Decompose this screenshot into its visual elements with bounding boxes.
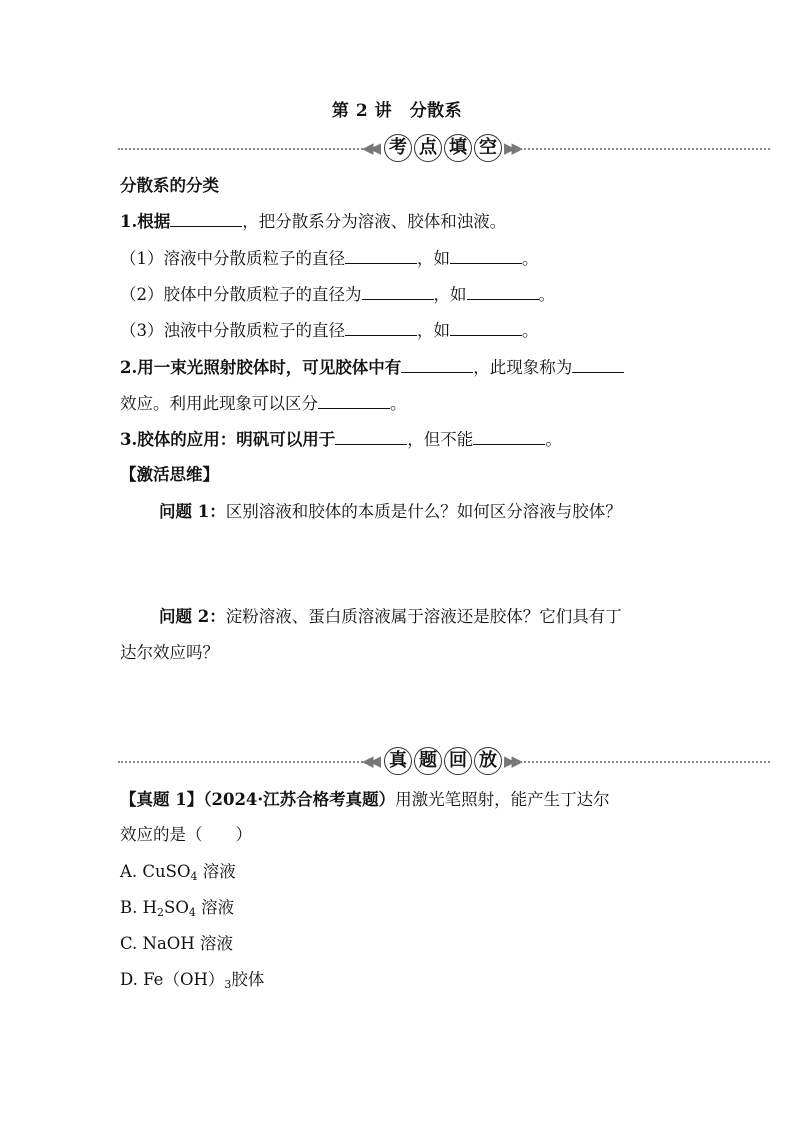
fill-blank bbox=[335, 427, 407, 445]
problem-2-line-1 bbox=[159, 605, 622, 629]
option-b-sub: 4 bbox=[188, 906, 196, 919]
dotted-divider bbox=[118, 148, 363, 150]
fill-blank bbox=[362, 282, 434, 300]
option-c: C. NaOH 溶液 bbox=[120, 934, 233, 953]
real-question-line-1 bbox=[120, 788, 610, 812]
fill-blank bbox=[170, 209, 242, 227]
q1-s3-text-b: ，如 bbox=[417, 321, 450, 340]
question-1 bbox=[120, 209, 506, 234]
option-d bbox=[120, 968, 264, 997]
q1-s2-text-c: 。 bbox=[538, 285, 555, 304]
question-1-sub-1 bbox=[120, 246, 539, 271]
option-b bbox=[120, 896, 234, 925]
q2-text-a: 2.用一束光照射胶体时，可见胶体中有 bbox=[120, 358, 402, 377]
problem-1 bbox=[159, 500, 622, 524]
option-a-text: A. CuSO bbox=[120, 862, 191, 881]
option-a-suffix: 溶液 bbox=[197, 862, 236, 881]
problem-2-line-2: 达尔效应吗？ bbox=[120, 643, 219, 662]
dotted-divider bbox=[516, 761, 770, 763]
q1-s2-text-b: ，如 bbox=[433, 285, 467, 304]
option-b-text: B. H bbox=[120, 898, 158, 917]
option-b-suffix: 溶液 bbox=[195, 898, 235, 917]
banner-char: 点 bbox=[414, 134, 442, 162]
real-question-source: （2024·江苏合格考真题） bbox=[203, 790, 396, 809]
q2-text-d: 。 bbox=[390, 394, 407, 413]
banner-char: 放 bbox=[474, 747, 502, 775]
option-b-sub: 2 bbox=[157, 906, 165, 919]
double-chevron-left-icon: ◀◀ bbox=[362, 752, 378, 770]
option-a-sub: 4 bbox=[190, 870, 198, 883]
section-banner-zhenti bbox=[118, 747, 770, 777]
q1-s1-text-c: 。 bbox=[522, 249, 539, 268]
q1-text-a: 1.根据 bbox=[120, 212, 171, 231]
question-2-line-2 bbox=[120, 391, 407, 416]
fill-blank bbox=[572, 355, 624, 373]
fill-blank bbox=[473, 427, 545, 445]
q3-text-b: ，但不能 bbox=[407, 430, 474, 449]
problem-1-text: 区别溶液和胶体的本质是什么？如何区分溶液与胶体？ bbox=[225, 502, 622, 521]
fill-blank bbox=[450, 318, 522, 336]
q1-s1-text: （1）溶液中分散质粒子的直径 bbox=[120, 249, 345, 268]
banner-char: 空 bbox=[474, 134, 502, 162]
real-question-line-2: 效应的是（ ） bbox=[120, 825, 252, 844]
question-3 bbox=[120, 427, 562, 452]
q3-text-c: 。 bbox=[545, 430, 562, 449]
dotted-divider bbox=[516, 148, 770, 150]
banner-char: 填 bbox=[444, 134, 472, 162]
double-chevron-right-icon: ▶▶ bbox=[504, 139, 520, 157]
fill-blank bbox=[450, 246, 522, 264]
question-2-line-1 bbox=[120, 355, 624, 380]
page-title: 第 2 讲 分散系 bbox=[331, 101, 463, 121]
option-d-suffix: 胶体 bbox=[231, 970, 265, 989]
problem-1-label: 问题 1： bbox=[159, 502, 226, 521]
q1-s3-text: （3）浊液中分散质粒子的直径 bbox=[120, 321, 345, 340]
section-banner-kaodian bbox=[118, 134, 770, 164]
q1-text-b: ，把分散系分为溶液、胶体和浊液。 bbox=[242, 212, 507, 231]
fill-blank bbox=[401, 355, 473, 373]
fill-blank bbox=[467, 282, 539, 300]
option-d-sub: 3 bbox=[224, 978, 232, 991]
q1-s3-text-c: 。 bbox=[522, 321, 539, 340]
option-d-text: D. Fe（OH） bbox=[120, 970, 225, 989]
real-question-text: 用激光笔照射，能产生丁达尔 bbox=[395, 790, 610, 809]
problem-2-label: 问题 2： bbox=[159, 607, 226, 626]
problem-2-text: 淀粉溶液、蛋白质溶液属于溶液还是胶体？它们具有丁 bbox=[225, 607, 622, 626]
banner-char: 题 bbox=[414, 747, 442, 775]
dotted-divider bbox=[118, 761, 363, 763]
banner-char: 回 bbox=[444, 747, 472, 775]
activate-thinking-heading: 【激活思维】 bbox=[120, 465, 219, 484]
fill-blank bbox=[345, 246, 417, 264]
fill-blank bbox=[345, 318, 417, 336]
q1-s1-text-b: ，如 bbox=[417, 249, 450, 268]
banner-char: 考 bbox=[384, 134, 412, 162]
banner-char: 真 bbox=[384, 747, 412, 775]
double-chevron-right-icon: ▶▶ bbox=[504, 752, 520, 770]
section-heading: 分散系的分类 bbox=[120, 176, 219, 195]
q2-text-c: 效应。利用此现象可以区分 bbox=[120, 394, 318, 413]
q2-text-b: ，此现象称为 bbox=[473, 358, 573, 377]
question-1-sub-2 bbox=[120, 282, 555, 307]
double-chevron-left-icon: ◀◀ bbox=[362, 139, 378, 157]
real-question-label: 【真题 1】 bbox=[120, 790, 204, 809]
fill-blank bbox=[318, 391, 390, 409]
q1-s2-text: （2）胶体中分散质粒子的直径为 bbox=[120, 285, 362, 304]
option-b-mid: SO bbox=[164, 898, 189, 917]
question-1-sub-3 bbox=[120, 318, 539, 343]
q3-text-a: 3.胶体的应用：明矾可以用于 bbox=[120, 430, 336, 449]
option-a bbox=[120, 860, 236, 889]
